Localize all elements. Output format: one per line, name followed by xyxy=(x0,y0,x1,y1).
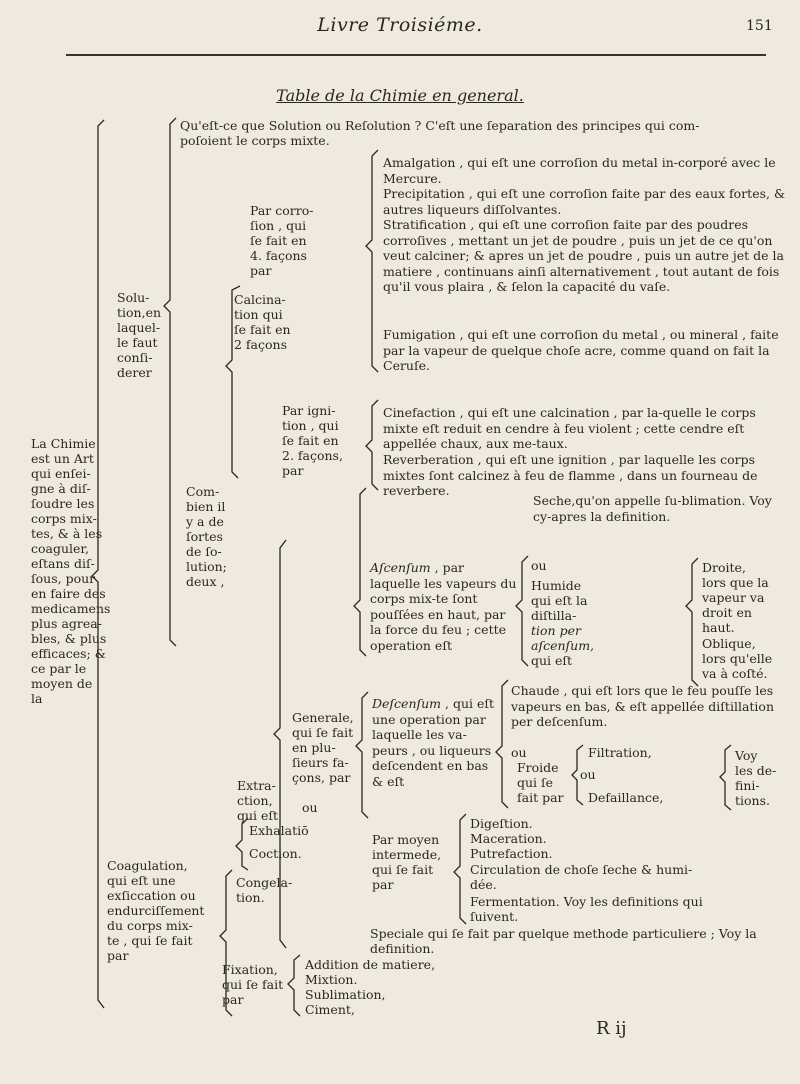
coagulation-line: endurciſſement xyxy=(107,903,205,918)
root-line: ſoudre les xyxy=(31,496,95,511)
digestion-line: Circulation de choſe ſeche & humi- xyxy=(470,862,693,877)
fixation-line: Fixation, xyxy=(222,962,278,977)
running-title: Livre Troisiéme. xyxy=(317,14,483,36)
amalgamation-entry: Amalgation , qui eſt une corroſion du metal in-corporé avec le Mercure. xyxy=(383,155,776,186)
ascensum-entry xyxy=(370,560,518,653)
speciale-entry-cont: definition. xyxy=(370,941,435,956)
root-line: moyen de xyxy=(31,676,93,691)
addition-line: Addition de matiere, xyxy=(305,957,436,972)
voy-line: les de- xyxy=(735,763,777,778)
root-line: ce par le xyxy=(31,661,87,676)
solution-line: laquel- xyxy=(117,320,161,335)
seche-entry: Seche,qu'on appelle ſu-blimation. Voy cy-apres la definition. xyxy=(533,493,772,524)
froide-line: ou xyxy=(511,745,527,760)
root-line: gne à diſ- xyxy=(31,481,91,496)
solution-line: Solu- xyxy=(117,290,150,305)
digestion-line: Fermentation. Voy les definitions qui xyxy=(470,894,703,909)
combien-line: deux , xyxy=(186,574,225,589)
calcination-line: Calcina- xyxy=(234,292,286,307)
ascensum-text: , par laquelle les vapeurs du corps mix-te ſont pouſſées en haut, par la force du feu ; cette operation eſt xyxy=(370,560,517,653)
coagulation-line: te , qui ſe fait xyxy=(107,933,193,948)
speciale-entry: Speciale qui ſe fait par quelque methode particuliere ; Voy la xyxy=(370,926,757,941)
corrosion-line: ſe fait en xyxy=(250,233,307,248)
coagulation-line: Coagulation, xyxy=(107,858,188,873)
coagulation-line: qui eſt une xyxy=(107,873,176,888)
root-line: est un Art xyxy=(31,451,94,466)
root-line: la xyxy=(31,691,43,706)
droite-line: vapeur va xyxy=(702,590,765,605)
brace-corrosion xyxy=(366,150,378,372)
voy-line: fini- xyxy=(735,778,760,793)
humide-line: Humide xyxy=(531,578,582,593)
oblique-line: va à coſté. xyxy=(702,666,768,681)
combien-line: lution; xyxy=(186,559,227,574)
root-line: ſous, pour xyxy=(31,571,96,586)
froide-line: Froide xyxy=(517,760,559,775)
generale-line: qui ſe fait xyxy=(292,725,354,740)
page-number: 151 xyxy=(746,18,773,34)
reverberation-entry: Reverberation , qui eſt une ignition , par laquelle les corps mixtes ſont calcinez à feu de flamme , dans un fourneau de reverbere. xyxy=(383,452,758,498)
digestion-line: ſuivent. xyxy=(470,909,519,924)
humide-line: ou xyxy=(531,558,547,573)
generale-line: Generale, xyxy=(292,710,354,725)
combien-line: Com- xyxy=(186,484,220,499)
extraction-line: ction, xyxy=(237,793,273,808)
addition-line: Sublimation, xyxy=(305,987,386,1002)
exhalation-line: Exhalatiō xyxy=(249,823,309,838)
cineration-entry: Cinefaction , qui eſt une calcination , par la-quelle le corps mixte eſt reduit en cendre à feu violent ; cette cendre eſt appellée chaux, aux me-taux. xyxy=(383,405,756,451)
header-rule xyxy=(66,54,766,56)
humide-line: aſcenſum, xyxy=(531,638,595,653)
combien-line: ſortes xyxy=(186,529,223,544)
root-line: medicamens xyxy=(31,601,111,616)
root-line: La Chimie xyxy=(31,436,96,451)
generale-line: en plu- xyxy=(292,740,336,755)
corrosion-line: ſion , qui xyxy=(250,218,307,233)
droite-line: droit en xyxy=(702,605,752,620)
digestion-line: Digeſtion. xyxy=(470,816,533,831)
digestion-line: dée. xyxy=(470,877,497,892)
ignition-line: par xyxy=(282,463,304,478)
humide-line: diſtilla- xyxy=(531,608,577,623)
addition-line: Mixtion. xyxy=(305,972,358,987)
oblique-line: Oblique, xyxy=(702,636,756,651)
root-line: coaguler, xyxy=(31,541,90,556)
moyen-line: qui ſe fait xyxy=(372,862,434,877)
root-line: corps mix- xyxy=(31,511,97,526)
generale-line: ſieurs fa- xyxy=(292,755,349,770)
brace-ignition xyxy=(366,400,378,490)
humide-line: qui eſt la xyxy=(531,593,588,608)
ignition-line: Par igni- xyxy=(282,403,336,418)
moyen-line: Par moyen xyxy=(372,832,440,847)
brace-extraction xyxy=(236,818,248,870)
descensum-entry xyxy=(372,696,502,789)
droite-line: lors que la xyxy=(702,575,769,590)
froide-line: qui ſe xyxy=(517,775,554,790)
page-title: Table de la Chimie en general. xyxy=(276,86,524,105)
voy-line: Voy xyxy=(735,748,758,763)
root-line: bles, & plus xyxy=(31,631,107,646)
solution-question: Qu'eſt-ce que Solution ou Reſolution ? C'eſt une ſeparation des principes qui com- xyxy=(180,118,700,133)
exhalation-line: Coction. xyxy=(249,846,302,861)
droite-line: haut. xyxy=(702,620,735,635)
signature-mark: R ij xyxy=(596,1018,627,1039)
descensum-term: Deſcenſum xyxy=(372,696,442,711)
ascensum-term: Aſcenſum xyxy=(370,560,431,575)
root-line: plus agrea- xyxy=(31,616,102,631)
fumigation-entry: Fumigation , qui eſt une corroſion du metal , ou mineral , faite par la vapeur de quelque choſe acre, comme quand on fait la Ceruſe. xyxy=(383,327,779,373)
solution-line: conſi- xyxy=(117,350,153,365)
corrosion-line: Par corro- xyxy=(250,203,314,218)
brace-moyen xyxy=(454,814,466,924)
brace-solution xyxy=(164,118,176,646)
voy-line: tions. xyxy=(735,793,770,808)
solution-question-cont: poſoient le corps mixte. xyxy=(180,133,330,148)
humide-line: qui eſt xyxy=(531,653,573,668)
fixation-line: qui ſe fait xyxy=(222,977,284,992)
combien-line: bien il xyxy=(186,499,226,514)
oblique-line: lors qu'elle xyxy=(702,651,773,666)
calcination-line: tion qui xyxy=(234,307,283,322)
froide-line: fait par xyxy=(517,790,564,805)
calcination-line: ſe fait en xyxy=(234,322,291,337)
humide-line: tion per xyxy=(531,623,581,638)
ignition-line: 2. façons, xyxy=(282,448,343,463)
moyen-line: par xyxy=(372,877,394,892)
root-line: tes, & à les xyxy=(31,526,103,541)
filtration-line: Defaillance, xyxy=(588,790,664,805)
congelation-line: tion. xyxy=(236,890,265,905)
combien-line: y a de xyxy=(186,514,224,529)
brace-fixation xyxy=(288,955,300,1016)
brace-seche xyxy=(354,488,366,656)
calcination-line: 2 façons xyxy=(234,337,287,352)
coagulation-line: par xyxy=(107,948,129,963)
root-line: qui enſei- xyxy=(31,466,91,481)
extraction-line: qui eſt xyxy=(237,808,279,823)
moyen-line: intermede, xyxy=(372,847,442,862)
digestion-line: Maceration. xyxy=(470,831,547,846)
solution-line: tion,en xyxy=(117,305,162,320)
filtration-line: ou xyxy=(580,767,596,782)
brace-voy xyxy=(720,745,731,810)
ignition-line: tion , qui xyxy=(282,418,339,433)
brace-descensum xyxy=(356,692,368,818)
extraction-line: ou xyxy=(302,800,318,815)
corrosion-line: par xyxy=(250,263,272,278)
stratification-entry: Stratification , qui eſt une corroſion faite par des poudres corroſives , mettant un jet de poudre , puis un jet de ce qu'on veut calciner; & apres un jet de poudre , puis un autre jet de la matiere , continuans ainſi alternativement , tout autant de fois qu'il vous plaira , & ſelon la capacité du vaſe. xyxy=(383,217,784,294)
combien-line: de ſo- xyxy=(186,544,222,559)
addition-line: Ciment, xyxy=(305,1002,355,1017)
ignition-line: ſe fait en xyxy=(282,433,339,448)
corrosion-line: 4. façons xyxy=(250,248,307,263)
congelation-line: Congela- xyxy=(236,875,293,890)
root-line: eſtans diſ- xyxy=(31,556,95,571)
precipitation-entry: Precipitation , qui eſt une corroſion faite par des eaux fortes, & autres liqueurs diſſolvantes. xyxy=(383,186,786,217)
coagulation-line: exſiccation ou xyxy=(107,888,196,903)
droite-line: Droite, xyxy=(702,560,746,575)
digestion-line: Putrefaction. xyxy=(470,846,553,861)
filtration-line: Filtration, xyxy=(588,745,652,760)
generale-line: çons, par xyxy=(292,770,351,785)
coagulation-line: du corps mix- xyxy=(107,918,193,933)
solution-line: derer xyxy=(117,365,152,380)
root-line: en faire des xyxy=(31,586,106,601)
root-line: efficaces; & xyxy=(31,646,106,661)
chaude-entry: Chaude , qui eſt lors que le feu pouſſe les vapeurs en bas, & eſt appellée diſtillation per deſcenſum. xyxy=(511,683,774,729)
solution-line: le faut xyxy=(117,335,158,350)
brace-droite xyxy=(686,558,698,686)
fixation-line: par xyxy=(222,992,244,1007)
extraction-line: Extra- xyxy=(237,778,276,793)
descensum-text: , qui eſt une operation par laquelle les va-peurs , ou liqueurs deſcendent en bas & eſt xyxy=(372,696,495,789)
